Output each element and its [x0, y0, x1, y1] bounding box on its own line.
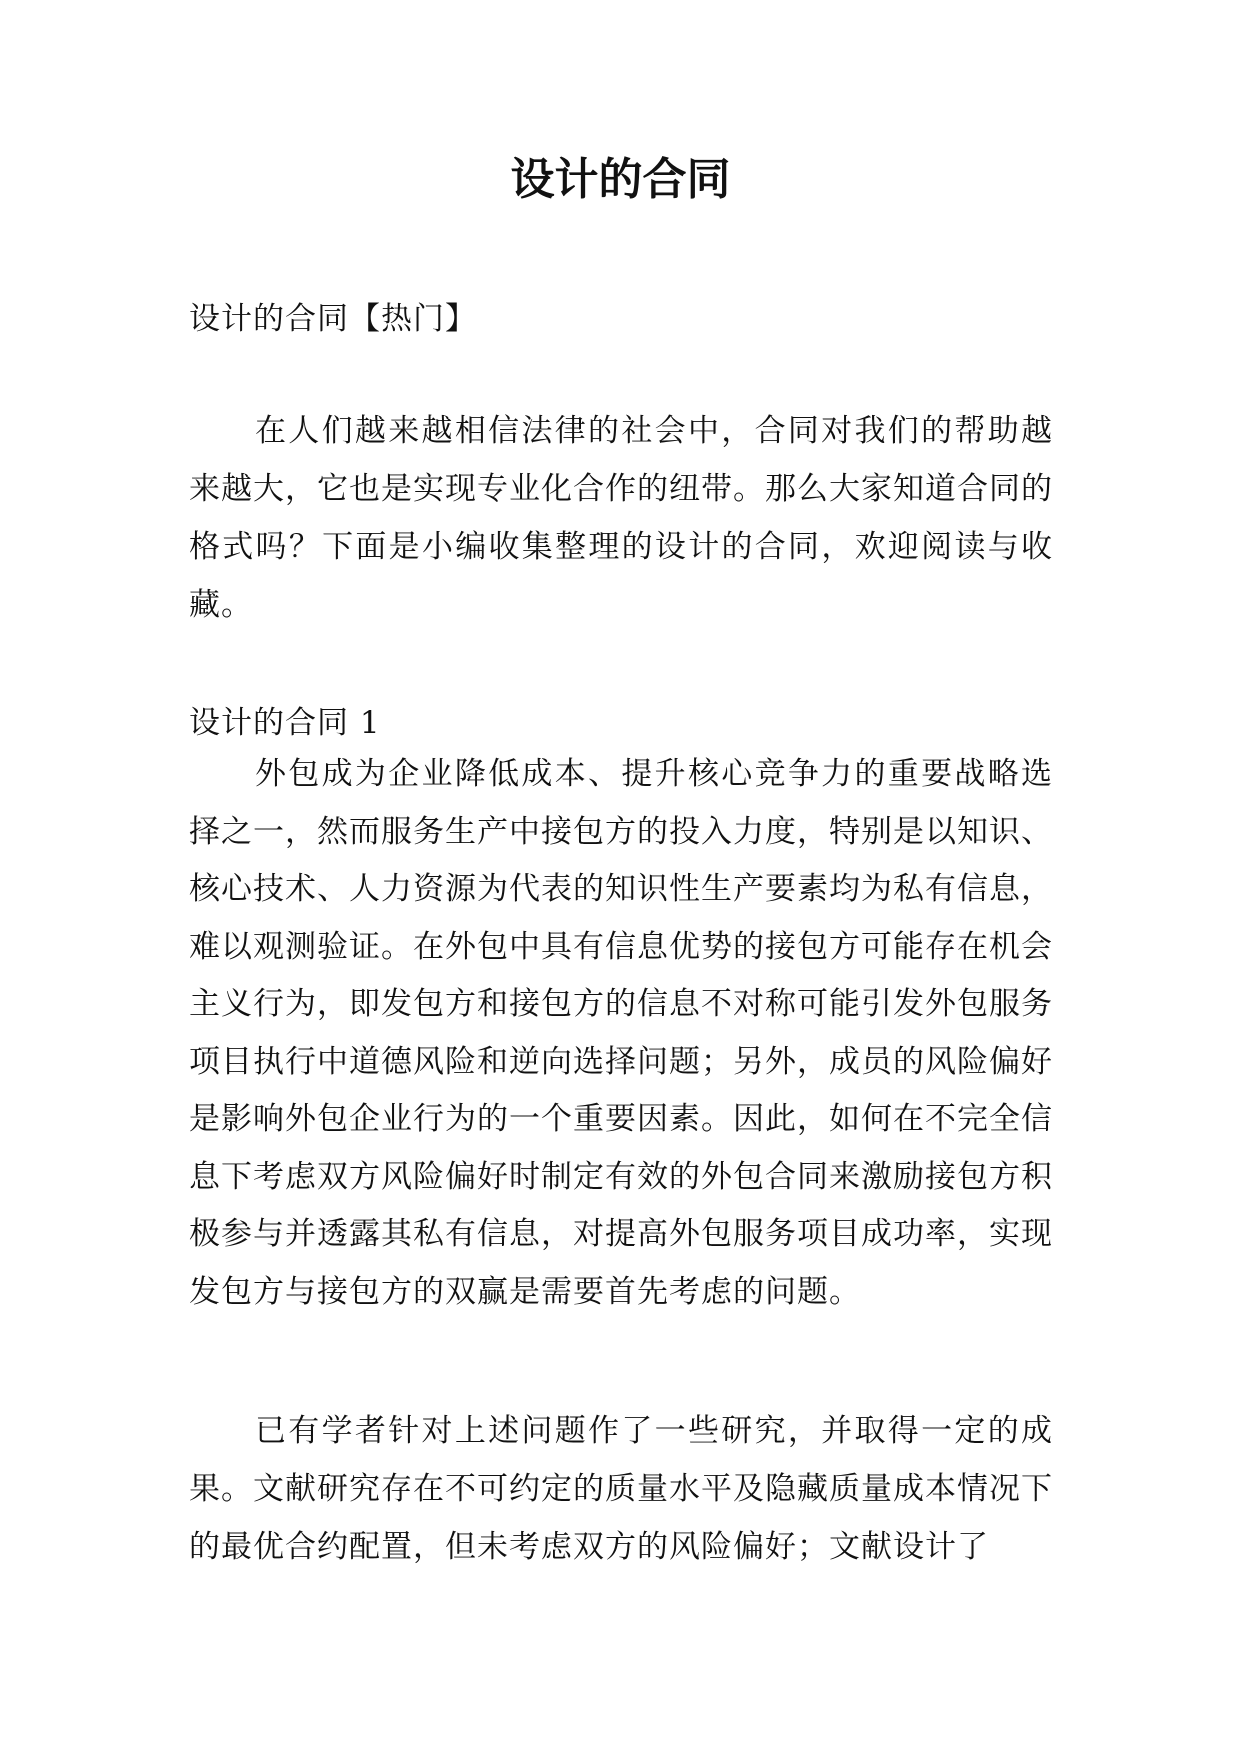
- body-paragraph: 已有学者针对上述问题作了一些研究，并取得一定的成果。文献研究存在不可约定的质量水平及隐藏质量成本情况下的最优合约配置，但未考虑双方的风险偏好；文献设计了: [189, 1413, 1053, 1565]
- intro-paragraph: 在人们越来越相信法律的社会中，合同对我们的帮助越来越大，它也是实现专业化合作的纽带。那么大家知道合同的格式吗？下面是小编收集整理的设计的合同，欢迎阅读与收藏。: [189, 413, 1053, 623]
- document-subtitle: 设计的合同【热门】: [189, 301, 477, 337]
- section-heading: 设计的合同 1: [189, 705, 381, 741]
- body-paragraph: 外包成为企业降低成本、提升核心竞争力的重要战略选择之一，然而服务生产中接包方的投入力度，特别是以知识、核心技术、人力资源为代表的知识性生产要素均为私有信息，难以观测验证。在外包中具有信息优势的接包方可能存在机会主义行为，即发包方和接包方的信息不对称可能引发外包服务项目执行中道德风险和逆向选择问题；另外，成员的风险偏好是影响外包企业行为的一个重要因素。因此，如何在不完全信息下考虑双方风险偏好时制定有效的外包合同来激励接包方积极参与并透露其私有信息，对提高外包服务项目成功率，实现发包方与接包方的双赢是需要首先考虑的问题。: [189, 756, 1053, 1310]
- document-title: 设计的合同: [510, 154, 731, 205]
